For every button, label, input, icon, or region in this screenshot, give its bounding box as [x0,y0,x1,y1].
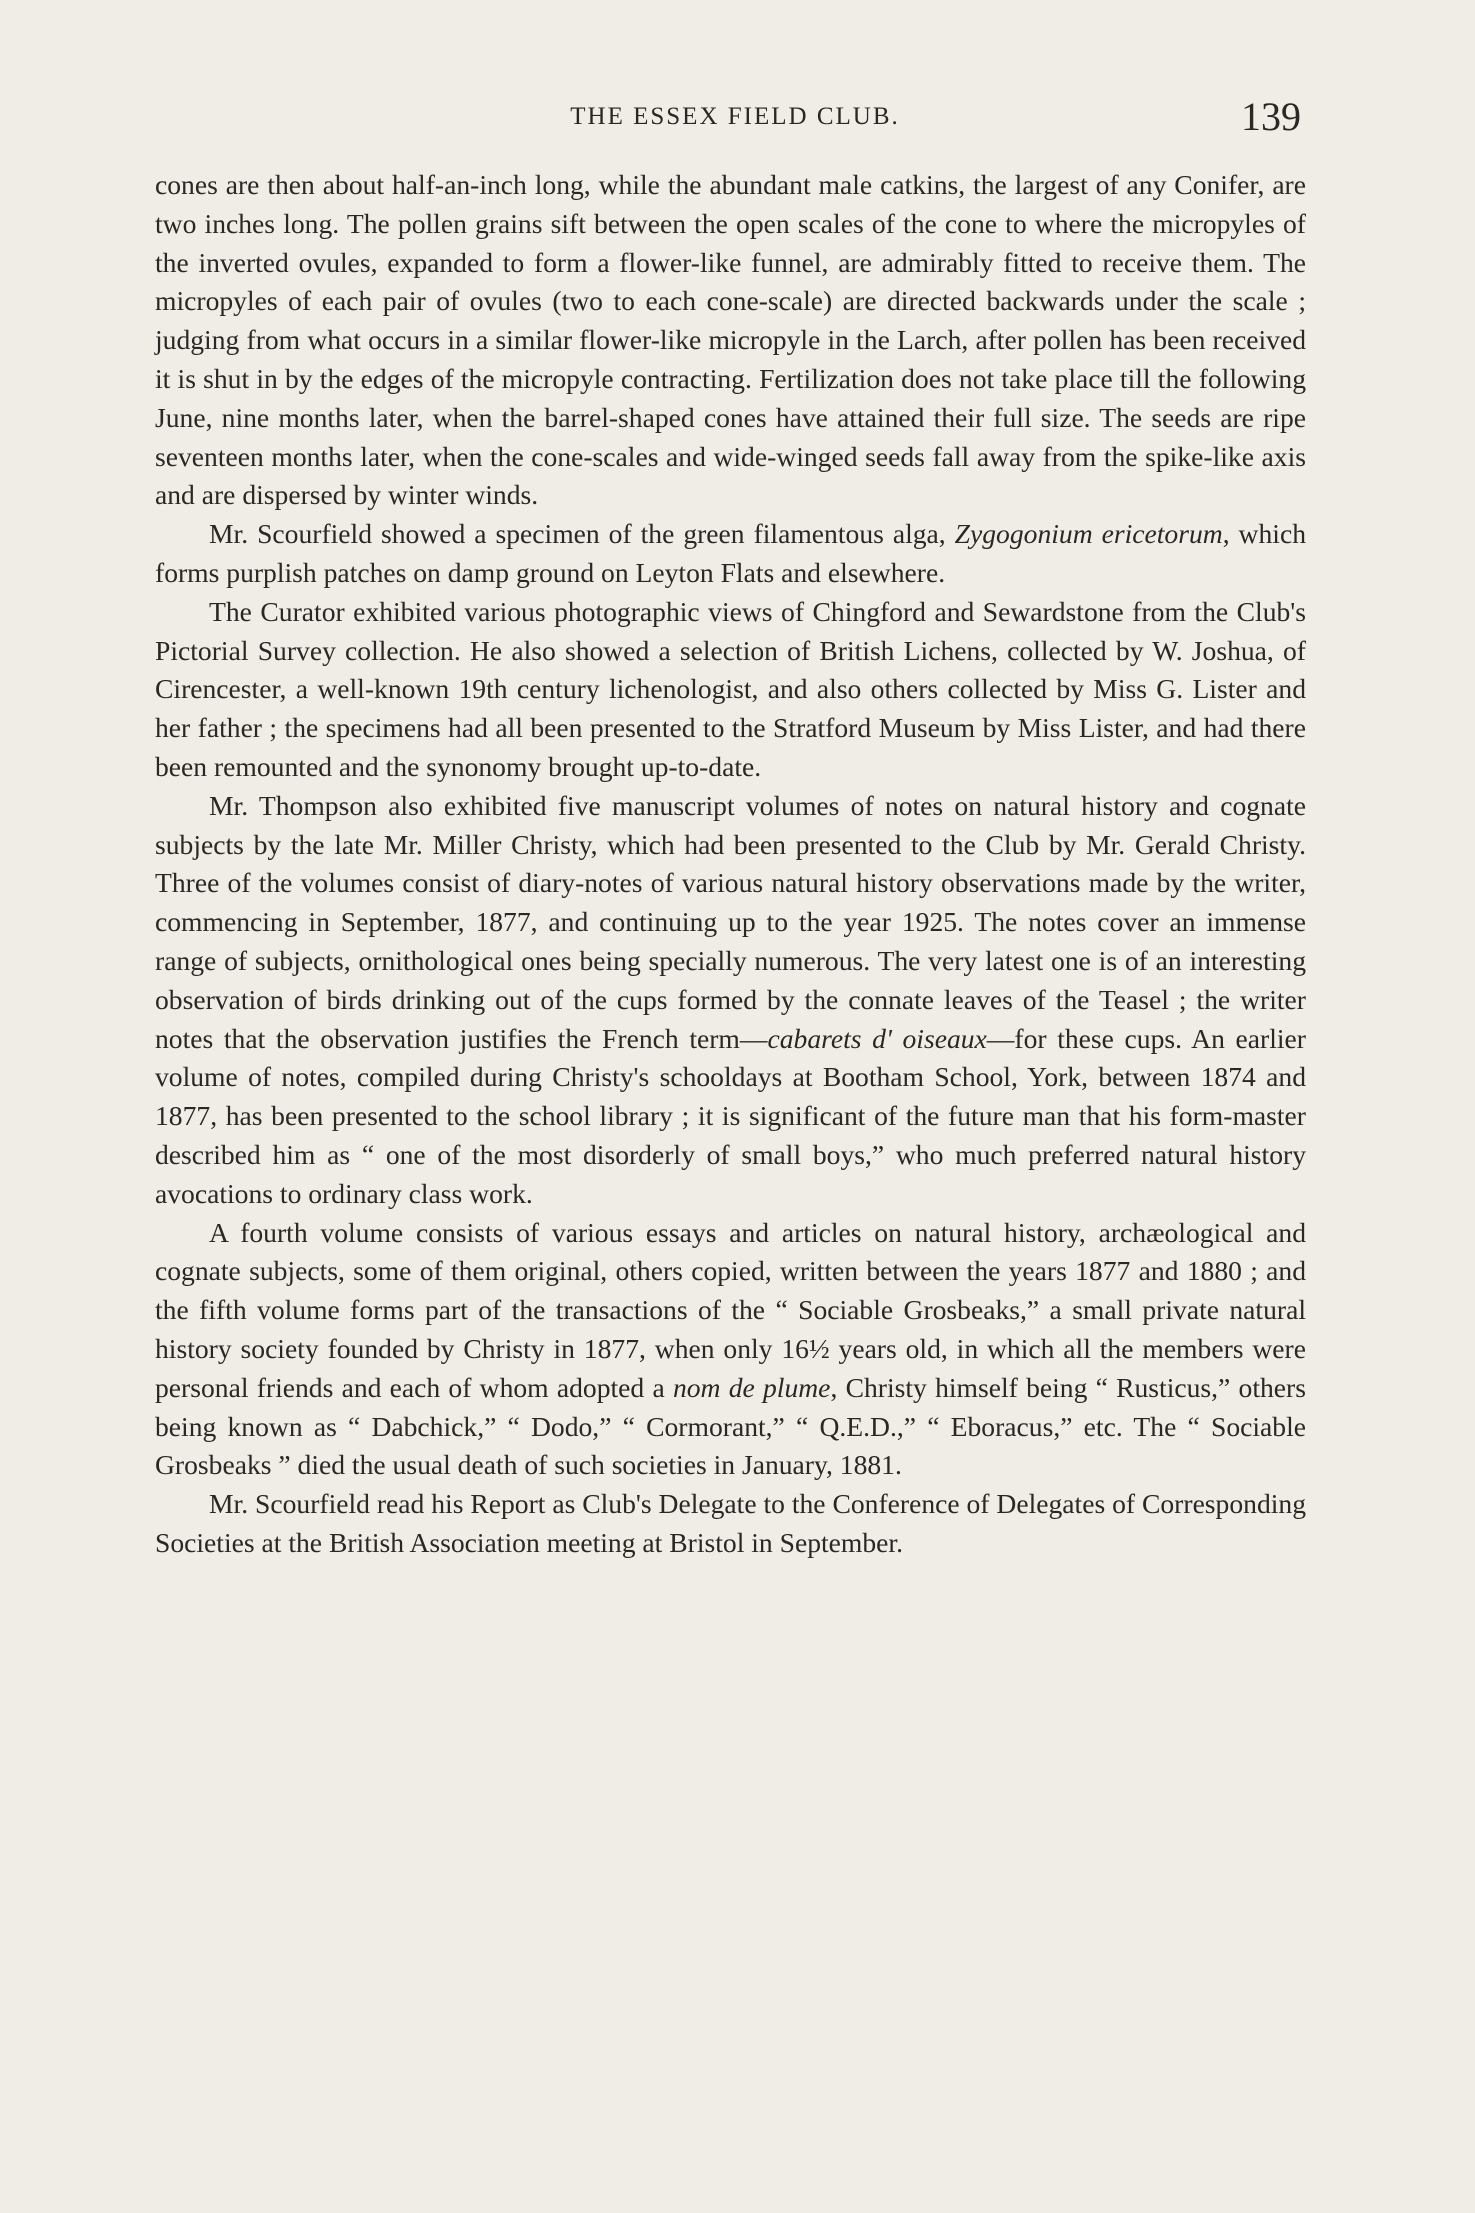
nom-de-plume-term: nom de plume [672,1371,831,1403]
page-header [155,92,1315,142]
paragraph: cones are then about half-an-inch long, while the abundant male catkins, the largest of any Conifer, are two inches long. The pollen grains sift between the open scales of the cone to where the micropyles of the inverted ovules, expanded to form a flower-like funnel, are admirably fitted to receive them. The micropyles of each pair of ovules (two to each cone-scale) are directed backwards under the scale ; judging from what occurs in a similar flower-like micropyle in the Larch, after pollen has been received it is shut in by the edges of the micropyle contracting. Fertilization does not take place till the following June, nine months later, when the barrel-shaped cones have attained their full size. The seeds are ripe seventeen months later, when the cone-scales and wide-winged seeds fall away from the spike-like axis and are dispersed by winter winds. [155,169,1306,511]
paragraph: The Curator exhibited various photographic views of Chingford and Sewardstone from the Club's Pictorial Survey collection. He also showed a selection of British Lichens, collected by W. Joshua, of Cirencester, a well-known 19th century lichenologist, and also others collected by Miss G. Lister and her father ; the specimens had all been presented to the Stratford Museum by Miss Lister, and had there been remounted and the synonomy brought up-to-date. [155,595,1306,782]
paragraph: Mr. Scourfield showed a specimen of the green filamentous alga, Zygogonium ericetorum, which forms purplish patches on damp ground on Leyton Flats and elsewhere. [155,518,1306,588]
paragraph: A fourth volume consists of various essays and articles on natural history, archæological and cognate subjects, some of them original, others copied, written between the years 1877 and 1880 ; and the fifth volume forms part of the transactions of the “ Sociable Grosbeaks,” a small private natural history society founded by Christy in 1877, when only 16½ years old, in which all the members were personal friends and each of whom adopted a nom de plume, Christy himself being “ Rusticus,” others being known as “ Dabchick,” “ Dodo,” “ Cormorant,” “ Q.E.D.,” “ Eboracus,” etc. The “ Sociable Grosbeaks ” died the usual death of such societies in January, 1881. [155,1216,1306,1481]
running-title: THE ESSEX FIELD CLUB. [570,103,900,130]
paragraph: Mr. Scourfield read his Report as Club's Delegate to the Conference of Delegates of Corresponding Societies at the British Association meeting at Bristol in September. [155,1488,1306,1558]
page-number: 139 [1241,94,1301,139]
species-name: Zygogonium ericetorum [954,518,1223,550]
paragraph: Mr. Thompson also exhibited five manuscript volumes of notes on natural history and cognate subjects by the late Mr. Miller Christy, which had been presented to the Club by Mr. Gerald Christy. Three of the volumes consist of diary-notes of various natural history observations made by the writer, commencing in September, 1877, and continuing up to the year 1925. The notes cover an immense range of subjects, ornithological ones being specially numerous. The very latest one is of an interesting observation of birds drinking out of the cups formed by the connate leaves of the Teasel ; the writer notes that the observation justifies the French term—cabarets d' oiseaux—for these cups. An earlier volume of notes, compiled during Christy's schooldays at Bootham School, York, between 1874 and 1877, has been presented to the school library ; it is significant of the future man that his form-master described him as “ one of the most disorderly of small boys,” who much preferred natural history avocations to ordinary class work. [155,789,1306,1209]
body-text [155,166,1306,1563]
french-term: cabarets d' oiseaux [767,1022,987,1054]
